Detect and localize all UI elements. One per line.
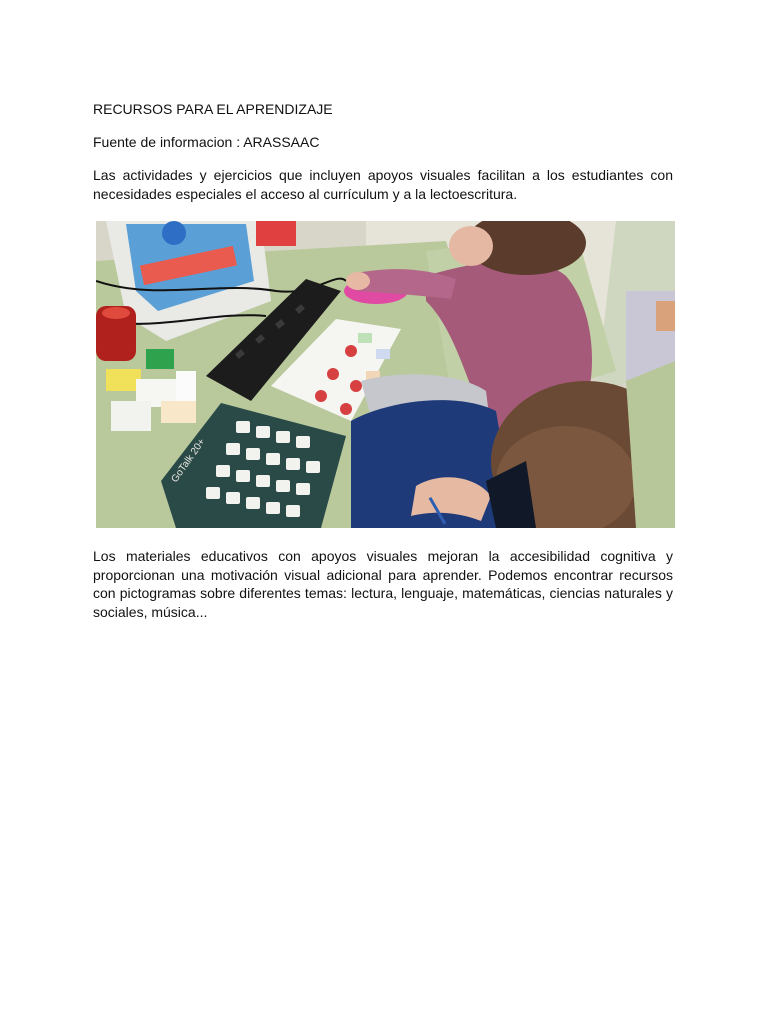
materials-paragraph: Los materiales educativos con apoyos visuales mejoran la accesibilidad cognitiva y proporcionan una motivación visual adicional para aprender. Podemos encontrar recursos con pictogramas sobre diferentes temas: lectura, lenguaje, matemáticas, ciencias naturales y sociales, música... <box>93 548 673 620</box>
source-line: Fuente de informacion : ARASSAAC <box>93 134 320 150</box>
classroom-photo <box>96 221 675 528</box>
document-content <box>93 100 673 621</box>
device-label: GoTalk 20+ <box>169 436 208 485</box>
pictogram-card <box>146 349 174 369</box>
classroom-photo-illustration <box>96 221 675 528</box>
intro-paragraph: Las actividades y ejercicios que incluyen apoyos visuales facilitan a los estudiantes con necesidades especiales el acceso al currículum y a la lectoescritura. <box>93 167 673 202</box>
document-title: RECURSOS PARA EL APRENDIZAJE <box>93 101 333 117</box>
